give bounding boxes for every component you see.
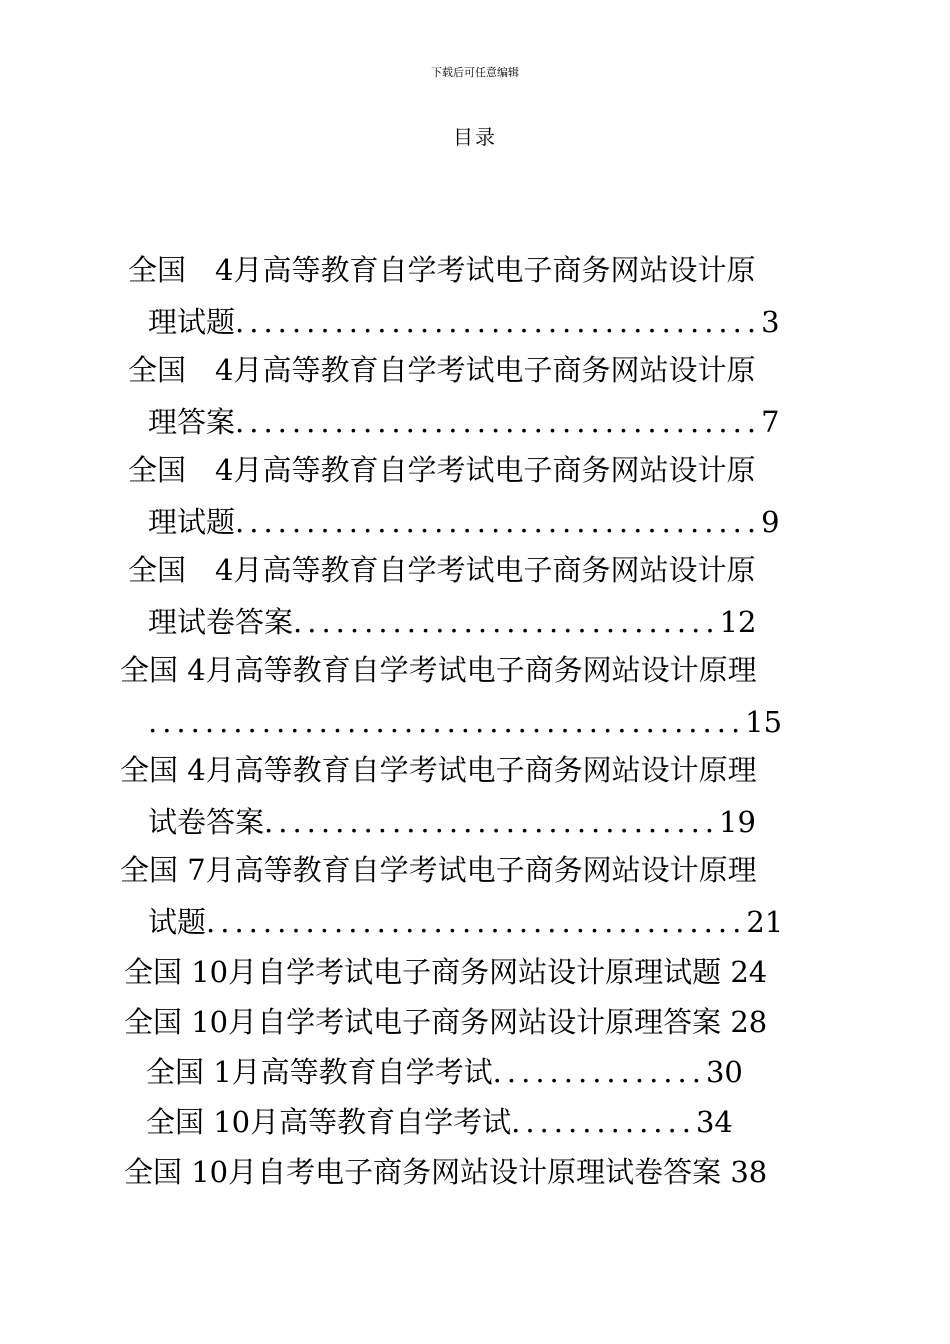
- toc-entry-5-line-2[interactable]: [148, 702, 782, 742]
- toc-entry-6-label: 试卷答案: [148, 805, 265, 839]
- toc-entry-2-page: 7: [761, 405, 780, 439]
- toc-entry-12-page: 38: [730, 1155, 768, 1189]
- toc-leader-dots: ...............: [492, 1055, 706, 1089]
- toc-entry-3-label: 理试题: [148, 505, 236, 539]
- toc-entry-7-label: 试题: [148, 905, 207, 939]
- toc-entry-10-page: 30: [705, 1055, 743, 1089]
- toc-entry-2-line-2[interactable]: [148, 402, 780, 442]
- toc-title: 目录: [453, 125, 497, 149]
- toc-entry-2-label: 理答案: [148, 405, 236, 439]
- toc-entry-6-line-2[interactable]: [148, 802, 756, 842]
- toc-entry-12[interactable]: [124, 1152, 767, 1192]
- toc-entry-11-label: 全国 10月高等教育自学考试: [146, 1105, 512, 1139]
- toc-entry-1-line-1[interactable]: 全国 4月高等教育自学考试电子商务网站设计原: [128, 253, 756, 287]
- toc-leader-dots: .....................................: [235, 505, 762, 539]
- toc-entry-5-page: 15: [745, 705, 783, 739]
- toc-entry-3-line-2[interactable]: [148, 502, 780, 542]
- toc-entry-7-line-2[interactable]: [148, 902, 783, 942]
- toc-entry-4-line-2[interactable]: [148, 602, 756, 642]
- toc-entry-10[interactable]: [146, 1052, 743, 1092]
- toc-leader-dots: .............: [511, 1105, 696, 1139]
- toc-entry-1-line-2[interactable]: [148, 302, 780, 342]
- toc-entry-7-page: 21: [746, 905, 784, 939]
- toc-entry-12-label: 全国 10月自考电子商务网站设计原理试卷答案: [124, 1155, 722, 1189]
- toc-entry-9-page: 28: [730, 1005, 768, 1039]
- toc-entry-5-line-1[interactable]: 全国 4月高等教育自学考试电子商务网站设计原理: [120, 653, 757, 687]
- toc-leader-dots: ......................................: [206, 905, 747, 939]
- toc-entry-8[interactable]: [124, 952, 767, 992]
- toc-entry-1-page: 3: [761, 305, 780, 339]
- toc-entry-11[interactable]: [146, 1102, 733, 1142]
- toc-entry-3-line-1[interactable]: 全国 4月高等教育自学考试电子商务网站设计原: [128, 453, 756, 487]
- toc-entry-7-line-1[interactable]: 全国 7月高等教育自学考试电子商务网站设计原理: [120, 853, 757, 887]
- toc-entry-4-line-1[interactable]: 全国 4月高等教育自学考试电子商务网站设计原: [128, 553, 756, 587]
- toc-entry-2-line-1[interactable]: 全国 4月高等教育自学考试电子商务网站设计原: [128, 353, 756, 387]
- toc-entry-6-line-1[interactable]: 全国 4月高等教育自学考试电子商务网站设计原理: [120, 753, 757, 787]
- toc-entry-8-page: 24: [730, 955, 768, 989]
- toc-leader-dots: .....................................: [235, 305, 762, 339]
- toc-entry-9[interactable]: [124, 1002, 767, 1042]
- toc-leader-dots: ..............................: [293, 605, 720, 639]
- toc-entry-8-label: 全国 10月自学考试电子商务网站设计原理试题: [124, 955, 722, 989]
- toc-leader-dots: .....................................: [235, 405, 762, 439]
- toc-entry-4-label: 理试卷答案: [148, 605, 294, 639]
- page-header-note: 下载后可任意编辑: [431, 66, 519, 79]
- toc-entry-6-page: 19: [719, 805, 756, 839]
- toc-entry-10-label: 全国 1月高等教育自学考试: [146, 1055, 493, 1089]
- toc-entry-4-page: 12: [719, 605, 757, 639]
- toc-entry-1-label: 理试题: [148, 305, 236, 339]
- toc-entry-3-page: 9: [761, 505, 780, 539]
- toc-entry-11-page: 34: [695, 1105, 733, 1139]
- toc-leader-dots: ..........................................: [148, 705, 746, 739]
- toc-entry-9-label: 全国 10月自学考试电子商务网站设计原理答案: [124, 1005, 722, 1039]
- toc-leader-dots: ................................: [264, 805, 719, 839]
